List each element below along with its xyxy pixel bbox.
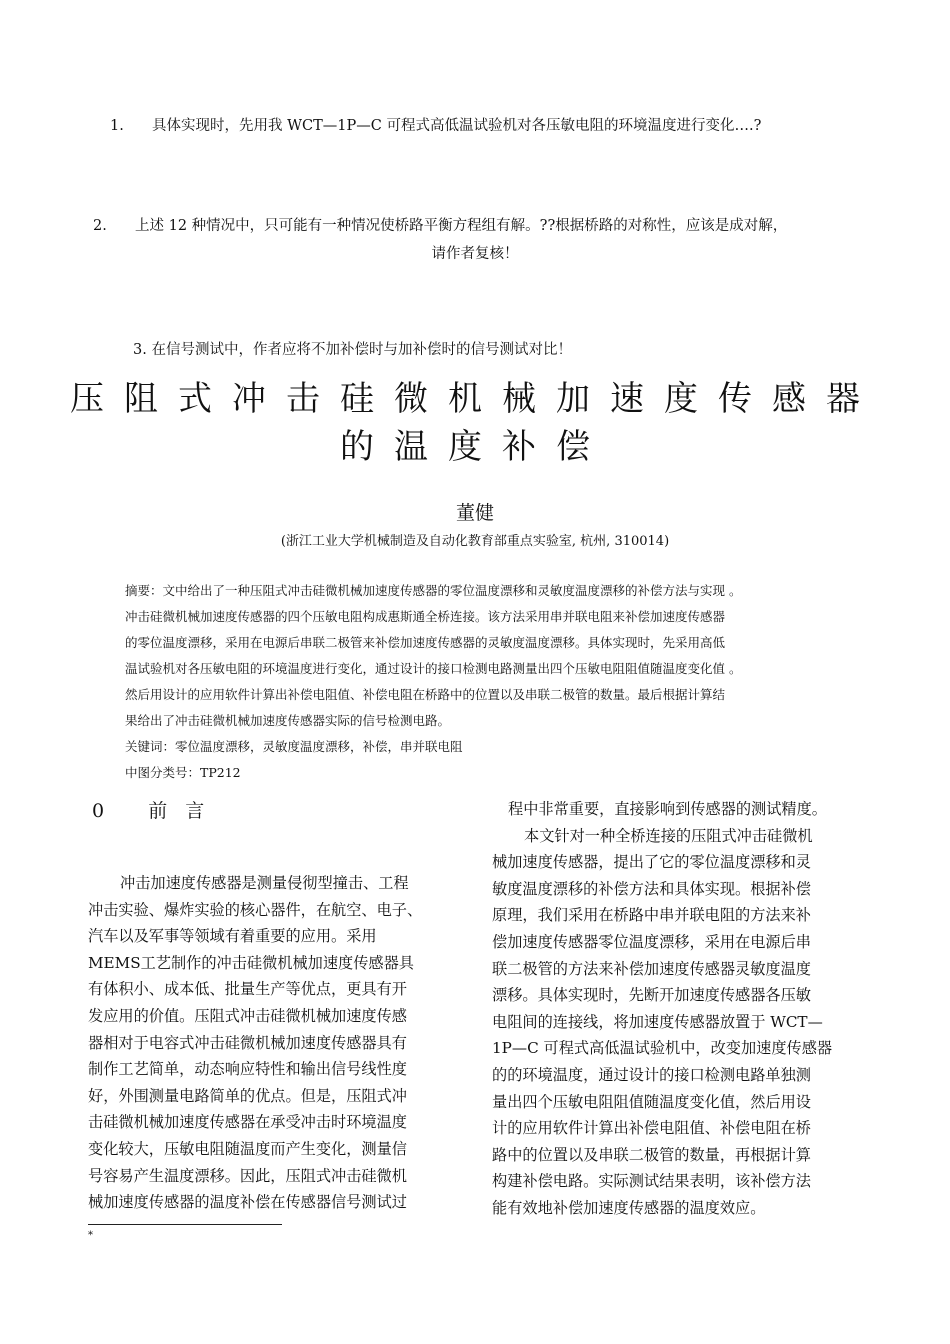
review-note-3	[133, 336, 572, 364]
paragraph-line: 发应用的价值。压阻式冲击硅微机械加速度传感	[88, 1006, 407, 1025]
keywords: 关键词：零位温度漂移，灵敏度温度漂移，补偿，串并联电阻	[125, 739, 463, 754]
paragraph-line: 漂移。具体实现时，先断开加速度传感器各压敏	[492, 986, 811, 1005]
abstract-line: 冲击硅微机械加速度传感器的四个压敏电阻构成惠斯通全桥连接。该方法采用串并联电阻来补偿加速度传感器	[125, 609, 726, 624]
section-heading	[92, 796, 210, 823]
paragraph-line: 的的环境温度，通过设计的接口检测电路单独测	[492, 1065, 811, 1084]
paragraph-line: 器相对于电容式冲击硅微机械加速度传感器具有	[88, 1033, 407, 1052]
paragraph-line: 冲击加速度传感器是测量侵彻型撞击、工程	[120, 874, 409, 892]
paragraph-line: 敏度温度漂移的补偿方法和具体实现。根据补偿	[492, 879, 811, 898]
right-column	[492, 796, 864, 1222]
paragraph-line: 有体积小、成本低、批量生产等优点，更具有开	[88, 980, 407, 999]
paragraph-line: 量出四个压敏电阻阻值随温度变化值，然后用设	[492, 1092, 811, 1111]
abstract-line: 然后用设计的应用软件计算出补偿电阻值、补偿电阻在桥路中的位置以及串联二极管的数量。最后根据计算结	[125, 687, 726, 702]
paragraph-line: 冲击实验、爆炸实验的核心器件，在航空、电子、	[88, 900, 423, 919]
abstract-line: 温试验机对各压敏电阻的环境温度进行变化，通过设计的接口检测电路测量出四个压敏电阻阻值随温度变化值 。	[125, 661, 742, 676]
paragraph-line: 原理，我们采用在桥路中串并联电阻的方法来补	[492, 906, 811, 925]
paragraph-line: 计的应用软件计算出补偿电阻值、补偿电阻在桥	[492, 1119, 811, 1138]
author-affiliation: (浙江工业大学机械制造及自动化教育部重点实验室, 杭州, 310014)	[280, 534, 670, 549]
paragraph-line: 本文针对一种全桥连接的压阻式冲击硅微机	[524, 826, 813, 845]
section-title: 前 言	[148, 800, 211, 822]
author-name: 董健	[455, 502, 494, 524]
paragraph-line: 1P—C 可程式高低温试验机中，改变加速度传感器	[492, 1039, 833, 1058]
review-note-3-number: 3.	[133, 342, 147, 358]
paper-title-line-2: 的温度补偿	[340, 427, 610, 467]
review-note-2-text: 上述 12 种情况中，只可能有一种情况使桥路平衡方程组有解。??根据桥路的对称性，应该是成对解，	[135, 218, 788, 234]
paragraph-line: 号容易产生温度漂移。因此，压阻式冲击硅微机	[88, 1166, 407, 1185]
paper-title-line-1: 压阻式冲击硅微机械加速度传感器	[70, 379, 880, 419]
abstract-line: 果给出了冲击硅微机械加速度传感器实际的信号检测电路。	[125, 713, 451, 728]
paragraph-line: 路中的位置以及串联二极管的数量，再根据计算	[492, 1145, 811, 1164]
section-number: 0	[92, 800, 111, 822]
paragraph-line: MEMS工艺制作的冲击硅微机械加速度传感器具	[88, 953, 414, 972]
review-note-2-continuation: 请作者复核！	[431, 246, 519, 262]
abstract-block	[125, 578, 845, 786]
review-note-3-text: 在信号测试中，作者应将不加补偿时与加补偿时的信号测试对比！	[151, 342, 572, 358]
paragraph-line: 构建补偿电路。实际测试结果表明，该补偿方法	[492, 1172, 811, 1191]
footnote-mark: *	[88, 1230, 93, 1241]
review-note-1	[110, 112, 761, 140]
review-note-2-number: 2.	[93, 218, 107, 234]
paragraph-line: 好，外围测量电路简单的优点。但是，压阻式冲	[88, 1086, 407, 1105]
paragraph-line: 械加速度传感器的温度补偿在传感器信号测试过	[88, 1193, 407, 1212]
review-note-1-text: 具体实现时，先用我 WCT—1P—C 可程式高低温试验机对各压敏电阻的环境温度进行变化….?	[152, 118, 762, 134]
abstract-line: 的零位温度漂移，采用在电源后串联二极管来补偿加速度传感器的灵敏度温度漂移。具体实现时，先采用高低	[125, 635, 726, 650]
paragraph-line: 击硅微机械加速度传感器在承受冲击时环境温度	[88, 1113, 407, 1132]
paragraph-line: 汽车以及军事等领域有着重要的应用。采用	[88, 927, 377, 946]
footnote-divider	[88, 1224, 282, 1225]
review-note-1-number: 1.	[110, 118, 124, 134]
paragraph-line: 电阻间的连接线，将加速度传感器放置于 WCT—	[492, 1012, 823, 1031]
review-note-2	[93, 212, 787, 240]
left-column	[88, 870, 460, 1216]
paragraph-line: 程中非常重要，直接影响到传感器的测试精度。	[508, 800, 827, 818]
paragraph-line: 制作工艺简单，动态响应特性和输出信号线性度	[88, 1060, 407, 1079]
classification-number: 中图分类号：TP212	[125, 765, 241, 780]
paragraph-line: 偿加速度传感器零位温度漂移，采用在电源后串	[492, 932, 811, 951]
paragraph-line: 变化较大，压敏电阻随温度而产生变化，测量信	[88, 1139, 407, 1158]
paragraph-line: 能有效地补偿加速度传感器的温度效应。	[492, 1198, 766, 1217]
paragraph-line: 械加速度传感器，提出了它的零位温度漂移和灵	[492, 853, 811, 872]
abstract-line: 摘要：文中给出了一种压阻式冲击硅微机械加速度传感器的零位温度漂移和灵敏度温度漂移的补偿方法与实现 。	[125, 583, 742, 598]
paragraph-line: 联二极管的方法来补偿加速度传感器灵敏度温度	[492, 959, 811, 978]
